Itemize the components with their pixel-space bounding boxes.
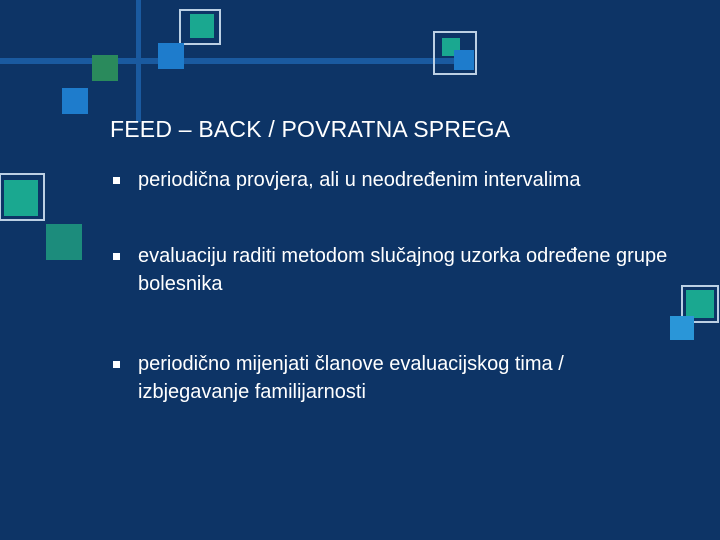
square-tealdark-left bbox=[46, 224, 82, 260]
bullet-item bbox=[110, 242, 670, 298]
square-blue-top-2 bbox=[62, 88, 88, 114]
square-blue-right-top bbox=[454, 50, 474, 70]
bullet-text: periodična provjera, ali u neodređenim intervalima bbox=[138, 169, 581, 191]
square-blue-top-1 bbox=[158, 43, 184, 69]
bullet-text: periodično mijenjati članove evaluacijskog tima / izbjegavanje familijarnosti bbox=[138, 353, 564, 403]
decor-line-horizontal bbox=[0, 58, 470, 64]
bullet-square-icon bbox=[113, 361, 120, 368]
square-teal-left bbox=[4, 180, 38, 216]
bullet-text: evaluaciju raditi metodom slučajnog uzorka određene grupe bolesnika bbox=[138, 245, 668, 295]
square-green-top bbox=[92, 55, 118, 81]
square-teal-right bbox=[686, 290, 714, 318]
bullet-item bbox=[110, 166, 670, 194]
bullet-square-icon bbox=[113, 177, 120, 184]
bullet-square-icon bbox=[113, 253, 120, 260]
slide-title: FEED – BACK / POVRATNA SPREGA bbox=[110, 116, 511, 142]
square-teal-top bbox=[190, 14, 214, 38]
decor-line-vertical bbox=[136, 0, 141, 122]
square-blue-right bbox=[670, 316, 694, 340]
bullet-item bbox=[110, 350, 670, 406]
bullet-list bbox=[110, 166, 670, 454]
